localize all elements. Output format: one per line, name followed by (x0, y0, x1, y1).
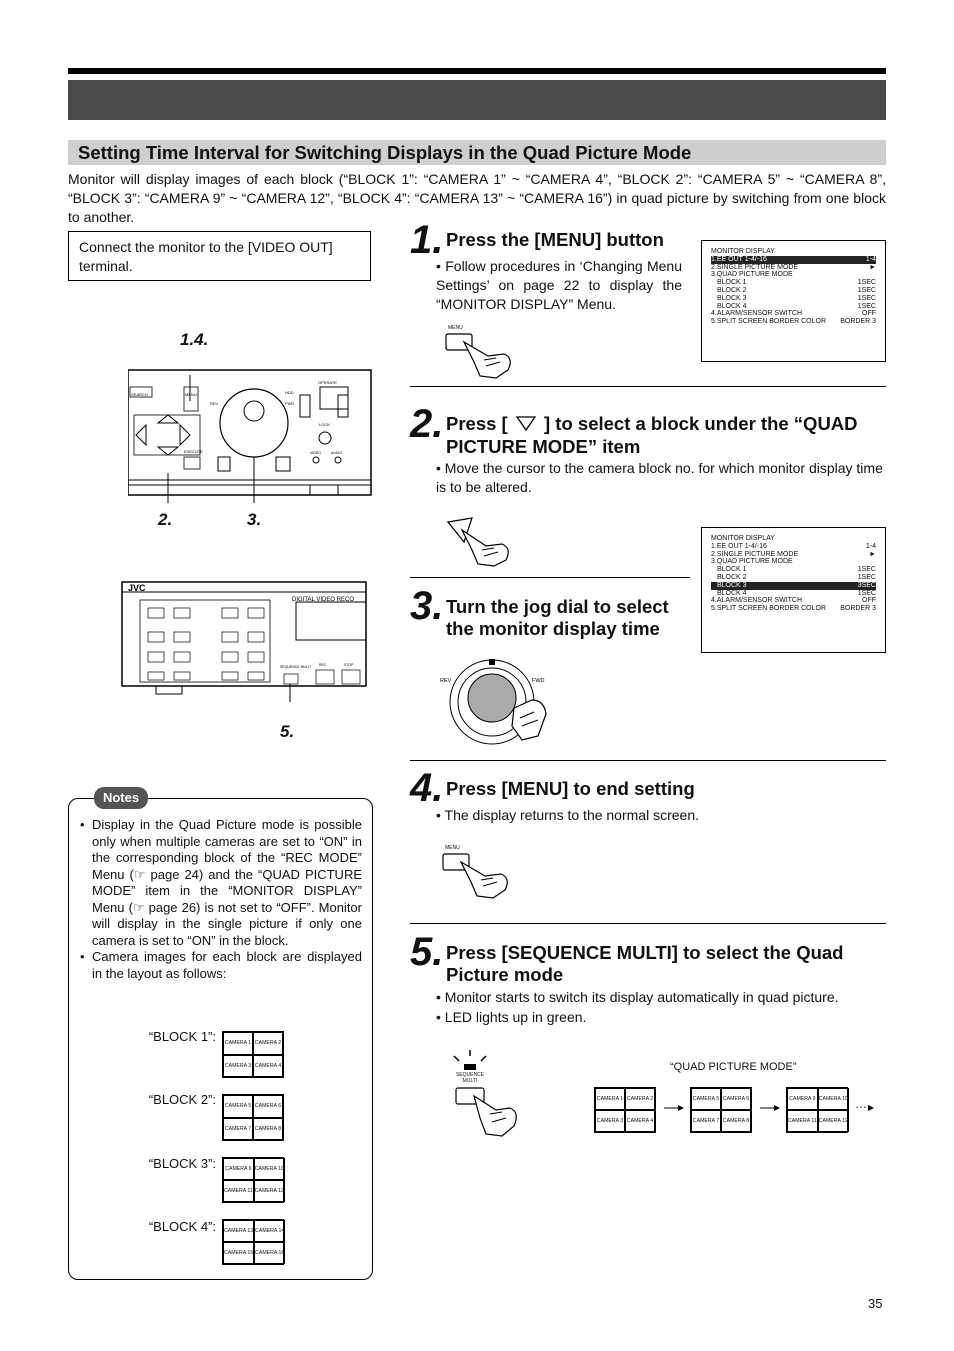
device-menu-label: MENU (185, 392, 197, 397)
menu-2-row: 1.EE OUT 1-4/-16 1-4 (711, 542, 876, 550)
notes-list (78, 817, 362, 982)
step-divider (410, 760, 886, 761)
step-2-title: Press [ ] to select a block under the “QUAD PICTURE MODE” item (446, 413, 858, 458)
block-1-cam: CAMERA 1 (223, 1032, 253, 1055)
jog-dial-hand-icon (436, 656, 556, 748)
device-rec-label: REC (319, 663, 327, 667)
device-fwd-label: FWD (285, 401, 295, 406)
block-3-cam: CAMERA 12 (254, 1180, 285, 1202)
block-1-cam: CAMERA 4 (253, 1055, 283, 1078)
block-1-grid (222, 1031, 284, 1078)
step-divider (410, 386, 886, 387)
step-1-title: Press the [MENU] button (446, 229, 664, 250)
step-divider (410, 923, 886, 924)
device-search-label: SEARCH (131, 392, 148, 397)
block-3-cam: CAMERA 9 (223, 1158, 254, 1180)
step-4-bullet: • The display returns to the normal screen. (436, 807, 699, 823)
quad-cam: CAMERA 9 (787, 1088, 818, 1110)
step-4-title: Press [MENU] to end setting (446, 778, 695, 799)
jog-fwd-label: FWD (532, 678, 545, 684)
step-3-number: 3. (410, 584, 444, 628)
menu-1-row: BLOCK 3 1SEC (717, 294, 876, 302)
callout-2: 2. (158, 510, 173, 529)
jog-rev-label: REV (440, 678, 452, 684)
step-divider (410, 577, 690, 578)
top-rule (68, 68, 886, 74)
device-rev-label: REV (210, 401, 219, 406)
block-4-cam: CAMERA 14 (254, 1220, 285, 1242)
block-4-cam: CAMERA 13 (223, 1220, 254, 1242)
block-2-grid (222, 1094, 284, 1141)
page-number: 35 (868, 1296, 883, 1311)
menu-1-row: 4.ALARM/SENSOR SWITCH OFF (711, 310, 876, 318)
step-4-number: 4. (410, 766, 444, 810)
step-5-bullet-2: • LED lights up in green. (436, 1009, 587, 1025)
step-2-bullet: • Move the cursor to the camera block no. for which monitor display time is to be altered. (436, 460, 883, 495)
device-brand-label: JVC (128, 583, 146, 593)
menu-1-row: 3.QUAD PICTURE MODE (711, 271, 793, 279)
arrow-right-icon (866, 1103, 876, 1113)
continuation-ellipsis: … (855, 1097, 867, 1111)
device-hdd-label: HDD (285, 390, 294, 395)
block-4-cam: CAMERA 15 (223, 1242, 254, 1264)
down-triangle-icon (515, 414, 537, 436)
connect-note: Connect the monitor to the [VIDEO OUT] terminal. (68, 231, 371, 281)
block-2-cam: CAMERA 7 (223, 1118, 253, 1141)
quad-cam: CAMERA 7 (691, 1110, 721, 1132)
callout-3: 3. (247, 510, 262, 529)
sequence-multi-hand-icon (446, 1050, 522, 1150)
block-4-cam: CAMERA 16 (254, 1242, 285, 1264)
block-2-cam: CAMERA 6 (253, 1095, 283, 1118)
step-1-button-label: MENU (448, 325, 463, 331)
menu-1-row: BLOCK 2 1SEC (717, 286, 876, 294)
device-video-label: VIDEO (310, 451, 321, 455)
menu-2-row: BLOCK 2 1SEC (717, 573, 876, 581)
callout-5: 5. (280, 722, 295, 741)
step-1-bullet: • Follow procedures in ‘Changing Menu Settings’ on page 22 to display the “MONITOR DISPLAY” Menu. (436, 258, 682, 312)
device-lock-label: LOCK (319, 422, 330, 427)
step-5-bullet-1: • Monitor starts to switch its display automatically in quad picture. (436, 989, 839, 1005)
press-menu-hand-icon (444, 332, 516, 380)
menu-2-row: 2.SINGLE PICTURE MODE ► (711, 550, 876, 558)
menu-2-row: BLOCK 4 1SEC (717, 589, 876, 597)
step-5-title: Press [SEQUENCE MULTI] to select the Quad Picture mode (446, 942, 844, 985)
quad-cam: CAMERA 1 (595, 1088, 625, 1110)
quad-block-3-grid (786, 1087, 848, 1133)
menu-2-row: 4.ALARM/SENSOR SWITCH OFF (711, 597, 876, 605)
menu-2-title: MONITOR DISPLAY (711, 535, 775, 542)
note-item-2: • Camera images for each block are displayed in the layout as follows: (78, 949, 362, 982)
quad-cam: CAMERA 6 (721, 1088, 751, 1110)
press-up-hand-icon (444, 516, 516, 568)
device-execute-label: EXECUTE (184, 449, 203, 454)
device-stop-label: STOP (344, 663, 354, 667)
arrow-right-icon (760, 1103, 780, 1113)
block-1-cam: CAMERA 2 (253, 1032, 283, 1055)
step-3-title: Turn the jog dial to select the monitor display time (446, 596, 669, 639)
quad-cam: CAMERA 12 (818, 1110, 849, 1132)
section-title: Setting Time Interval for Switching Displays in the Quad Picture Mode (68, 140, 886, 165)
recorder-front-panel-illustration (128, 365, 373, 503)
device-audio-label: AUDIO (331, 451, 343, 455)
menu-2-row: 3.QUAD PICTURE MODE (711, 558, 793, 566)
recorder-camera-panel-illustration (120, 580, 378, 718)
step-5-button-label: SEQUENCE MULTI (455, 1072, 485, 1084)
menu-2-row: BLOCK 3 3SEC (711, 582, 876, 590)
callout-1-4: 1.4. (180, 330, 209, 349)
block-4-label: “BLOCK 4”: (148, 1219, 216, 1234)
quad-cam: CAMERA 2 (625, 1088, 655, 1110)
block-3-label: “BLOCK 3”: (148, 1156, 216, 1171)
step-4-button-label: MENU (445, 845, 460, 851)
step-1-number: 1. (410, 218, 444, 262)
monitor-display-menu-1 (701, 240, 886, 362)
press-menu-hand-icon (441, 852, 513, 900)
step-2-number: 2. (410, 402, 444, 446)
block-3-grid (222, 1157, 284, 1203)
quad-cam: CAMERA 11 (787, 1110, 818, 1132)
quad-cam: CAMERA 3 (595, 1110, 625, 1132)
quad-block-1-grid (594, 1087, 656, 1133)
block-2-cam: CAMERA 8 (253, 1118, 283, 1141)
quad-cam: CAMERA 5 (691, 1088, 721, 1110)
block-4-grid (222, 1219, 284, 1265)
quad-cam: CAMERA 8 (721, 1110, 751, 1132)
menu-1-title: MONITOR DISPLAY (711, 248, 775, 255)
arrow-right-icon (664, 1103, 684, 1113)
header-bar (68, 80, 886, 120)
block-1-label: “BLOCK 1”: (148, 1029, 216, 1044)
quad-cam: CAMERA 4 (625, 1110, 655, 1132)
menu-1-row: BLOCK 4 1SEC (717, 302, 876, 310)
note-item-1: • Display in the Quad Picture mode is possible only when multiple cameras are set to “ON” in the corresponding block of the “REC MODE” Menu (☞ page 24) and the “QUAD PICTURE MODE” item in the “MONITOR DISPLAY” Menu (☞ page 26) is not set to “OFF”. Monitor will display in the single picture if only one camera is set to “ON” in the block. (78, 817, 362, 949)
intro-text: Monitor will display images of each block (“BLOCK 1”: “CAMERA 1” ~ “CAMERA 4”, “BLOCK 2”: “CAMERA 5” ~ “CAMERA 8”, “BLOCK 3”: “CAMERA 9” ~ “CAMERA 12”, “BLOCK 4”: “CAMERA 13” ~ “CAMERA 16”) in quad picture by switching from one block to another. (68, 171, 886, 225)
menu-2-row: 5.SPLIT SCREEN BORDER COLOR BORDER 3 (711, 605, 876, 613)
device-operate-label: OPERATE (318, 380, 337, 385)
block-2-cam: CAMERA 5 (223, 1095, 253, 1118)
quad-block-2-grid (690, 1087, 752, 1133)
block-3-cam: CAMERA 10 (254, 1158, 285, 1180)
notes-label: Notes (94, 787, 148, 809)
step-5-number: 5. (410, 930, 444, 974)
block-2-label: “BLOCK 2”: (148, 1092, 216, 1107)
menu-1-row: 2.SINGLE PICTURE MODE ► (711, 263, 876, 271)
quad-cam: CAMERA 10 (818, 1088, 849, 1110)
block-1-cam: CAMERA 3 (223, 1055, 253, 1078)
device-seq-label: SEQUENCE MULTI (280, 665, 311, 669)
menu-1-row: 1.EE OUT 1-4/-16 1-4 (711, 255, 876, 263)
menu-1-row: BLOCK 1 1SEC (717, 279, 876, 287)
quad-picture-mode-label: “QUAD PICTURE MODE” (670, 1061, 797, 1073)
menu-2-row: BLOCK 1 1SEC (717, 566, 876, 574)
monitor-display-menu-2 (701, 527, 886, 653)
device-model-label: DIGITAL VIDEO RECO (292, 597, 355, 603)
menu-1-row: 5.SPLIT SCREEN BORDER COLOR BORDER 3 (711, 318, 876, 326)
block-3-cam: CAMERA 11 (223, 1180, 254, 1202)
